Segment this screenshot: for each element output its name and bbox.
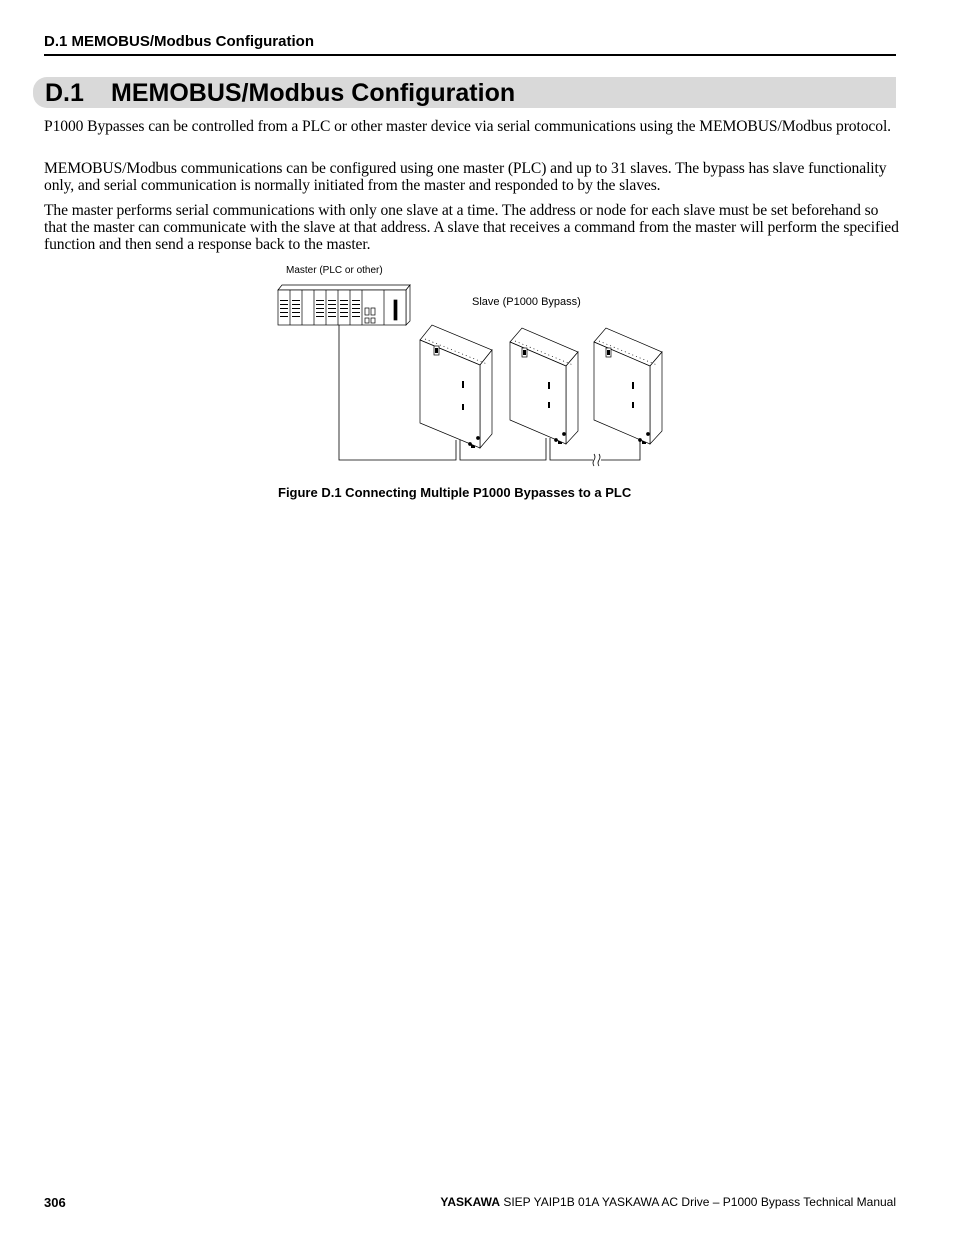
bypass-unit-2-icon	[510, 328, 578, 444]
paragraph-addressing: The master performs serial communications with only one slave at a time. The address or node for each slave must be set beforehand so that the master can communicate with the slave at that address. A slave that receives a command from the master will perform the specified function and then send a response back to the master.	[44, 202, 899, 253]
bypass-unit-3-icon	[594, 328, 662, 444]
paragraph-intro: P1000 Bypasses can be controlled from a PLC or other master device via serial communications using the MEMOBUS/Modbus protocol.	[44, 118, 891, 135]
section-number: D.1	[45, 79, 84, 107]
slave-label: Slave (P1000 Bypass)	[472, 296, 581, 308]
running-header: D.1 MEMOBUS/Modbus Configuration	[44, 33, 896, 56]
figure-plc-connection	[270, 260, 680, 472]
footer-brand: YASKAWA	[440, 1195, 500, 1209]
page-number: 306	[44, 1195, 66, 1210]
figure-caption: Figure D.1 Connecting Multiple P1000 Bypasses to a PLC	[278, 485, 632, 500]
master-label: Master (PLC or other)	[286, 265, 383, 276]
plc-master-icon	[278, 285, 410, 325]
section-title: MEMOBUS/Modbus Configuration	[111, 79, 516, 107]
section-heading	[45, 77, 515, 108]
footer-title-text: SIEP YAIP1B 01A YASKAWA AC Drive – P1000 Bypass Technical Manual	[500, 1195, 896, 1209]
paragraph-topology: MEMOBUS/Modbus communications can be configured using one master (PLC) and up to 31 slaves. The bypass has slave functionality only, and serial communication is normally initiated from the master and responded to by the slaves.	[44, 160, 887, 194]
bypass-unit-1-icon	[420, 325, 492, 448]
footer-manual-title	[440, 1195, 896, 1209]
